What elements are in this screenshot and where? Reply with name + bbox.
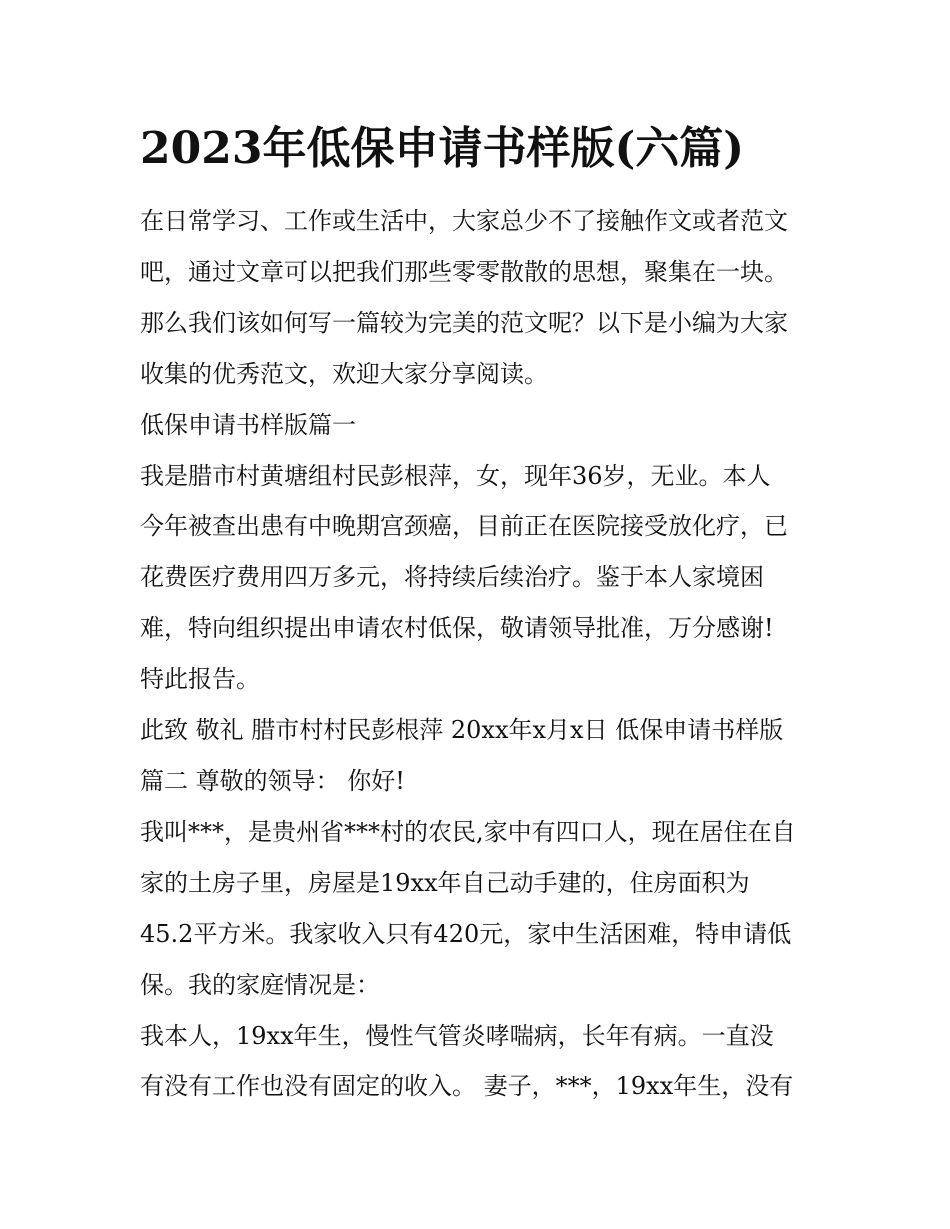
paragraph-line: 我叫***，是贵州省***村的农民,家中有四口人，现在居住在自 — [140, 817, 796, 846]
paragraph-line: 收集的优秀范文，欢迎大家分享阅读。 — [140, 359, 548, 388]
paragraph-line: 那么我们该如何写一篇较为完美的范文呢？以下是小编为大家 — [140, 308, 788, 337]
section-heading: 低保申请书样版篇一 — [140, 410, 356, 439]
paragraph-line: 有没有工作也没有固定的收入。 妻子，***，19xx年生，没有 — [140, 1072, 794, 1101]
paragraph-line: 45.2平方米。我家收入只有420元，家中生活困难，特申请低 — [140, 919, 792, 948]
paragraph-line: 在日常学习、工作或生活中，大家总少不了接触作文或者范文 — [140, 207, 788, 235]
paragraph-line: 花费医疗费用四万多元，将持续后续治疗。鉴于本人家境困 — [140, 563, 764, 592]
paragraph-line: 特此报告。 — [140, 665, 260, 694]
paragraph-line: 此致 敬礼 腊市村村民彭根萍 20xx年x月x日 低保申请书样版 — [140, 716, 784, 745]
paragraph-line: 我本人，19xx年生，慢性气管炎哮喘病，长年有病。一直没 — [140, 1021, 774, 1050]
document-content — [140, 118, 820, 1112]
paragraph-line: 家的土房子里，房屋是19xx年自己动手建的，住房面积为 — [140, 868, 750, 897]
paragraph-line: 我是腊市村黄塘组村民彭根萍，女，现年36岁，无业。本人 — [140, 461, 771, 490]
document-title: 2023年低保申请书样版(六篇) — [140, 123, 745, 174]
paragraph-line: 篇二 尊敬的领导： 你好! — [140, 766, 405, 795]
paragraph-line: 保。我的家庭情况是： — [140, 970, 380, 999]
paragraph-line: 吧，通过文章可以把我们那些零零散散的思想，聚集在一块。 — [140, 257, 788, 286]
document-body — [140, 196, 820, 1112]
paragraph-line: 难，特向组织提出申请农村低保，敬请领导批准，万分感谢! — [140, 614, 774, 643]
paragraph-line: 今年被查出患有中晚期宫颈癌，目前正在医院接受放化疗，已 — [140, 512, 788, 541]
